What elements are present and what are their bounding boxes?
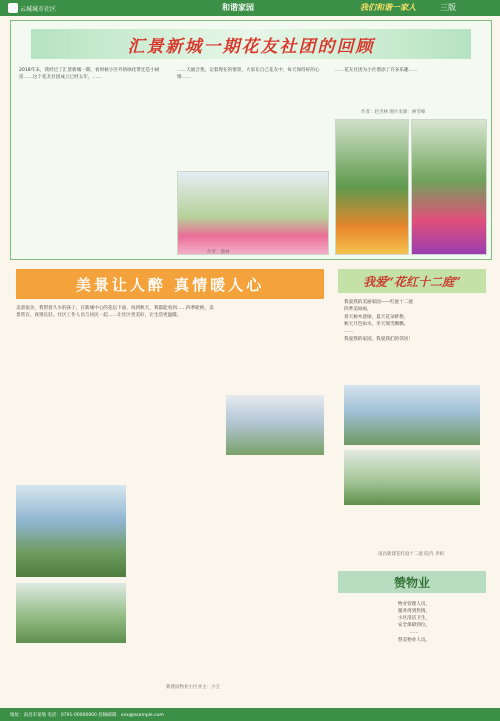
story-headline-text: 美景让人醉 真情暖人心 xyxy=(75,275,265,294)
feature-headline-text: 汇景新城一期花友社团的回顾 xyxy=(127,36,375,57)
logo-icon xyxy=(8,3,18,13)
header-bar xyxy=(0,0,500,16)
poem-line: 四季美如画， xyxy=(344,307,372,313)
residence-photo xyxy=(226,395,324,455)
photo-caption-2: 作者：施林 xyxy=(207,250,230,255)
story-section xyxy=(10,265,330,705)
praise-line: 赞美物业人员。 xyxy=(397,637,431,643)
publication-logo xyxy=(8,3,56,13)
poem-body xyxy=(344,299,480,343)
story-body xyxy=(16,305,324,700)
potted-flowers-photo xyxy=(335,119,409,255)
building-photo xyxy=(16,485,126,577)
praise-heading-text: 赞物业 xyxy=(393,575,430,590)
footer-text: 地址：南昌市某地 电话：0791-00000000 投稿邮箱：xxx@example.com xyxy=(10,712,164,718)
poem-photo-2 xyxy=(344,450,480,505)
page-footer xyxy=(0,708,500,721)
praise-heading xyxy=(338,571,486,593)
poem-author: 南昌新建花红庭十二庭 院内 李娟 xyxy=(378,552,444,557)
sidebar-column xyxy=(334,265,490,705)
poem-heading xyxy=(338,269,486,293)
praise-line: 小区清洁卫生， xyxy=(397,616,431,622)
praise-line: 服务周到热情。 xyxy=(397,609,431,615)
praise-line: 物业管理人员， xyxy=(397,602,431,607)
flower-balcony-photo xyxy=(411,119,487,255)
feature-article-section xyxy=(10,20,492,260)
praise-line: …… xyxy=(409,630,419,636)
praise-line: 安全保障到位。 xyxy=(397,623,431,629)
photo-caption-1: 作者：赵杰林 图片来源：林雪峰 xyxy=(361,110,426,115)
poem-line: 我爱我的美丽家园——红庭十二庭 xyxy=(344,300,413,305)
poem-line: …… xyxy=(344,329,354,335)
section-name: 和谐家园 xyxy=(222,3,254,12)
slogan: 我们和谐一家人 xyxy=(360,3,416,12)
page-number: 三版 xyxy=(440,3,456,12)
feature-headline xyxy=(31,29,471,59)
article-column-2: ……天福合苑，记着现在的情景，大家在自己花友中，每天保持好的心情…… xyxy=(177,68,320,81)
praise-body xyxy=(354,601,474,644)
flower-garden-photo xyxy=(177,171,329,255)
story-headline xyxy=(16,269,324,299)
poem-line: 秋天月色如水，冬天瑞雪飘飘。 xyxy=(344,322,409,328)
courtyard-photo xyxy=(16,583,126,643)
article-column-3: ……花友社团为小区增添了许多乐趣…… xyxy=(335,68,418,73)
logo-text: 云城城市社区 xyxy=(20,5,57,13)
poem-photo-1 xyxy=(344,385,480,445)
poem-line: 我爱我的家园，我爱我们的邻居！ xyxy=(344,336,413,342)
article-column-1: 2018年末，我经过了汇景新城一期，看时候小区外的绿化带还是小树苗……这个花友社团成立已经五年，…… xyxy=(19,68,160,81)
story-text: 美景宿舍，我带着久少的孩子，在新城中心的花坛下面，每到秋天，我都能看到……四季轮换，美景常在，真情长驻。社区工作人员与居民一起……让社区更美好，让生活更温暖。 xyxy=(16,306,214,319)
poem-heading-text: 我爱“花红十二庭” xyxy=(363,274,461,289)
poem-line: 春天树木葱绿，夏天花朵娇艳， xyxy=(344,314,409,320)
story-author: 新建成物业小区业主：小宝 xyxy=(166,685,220,690)
